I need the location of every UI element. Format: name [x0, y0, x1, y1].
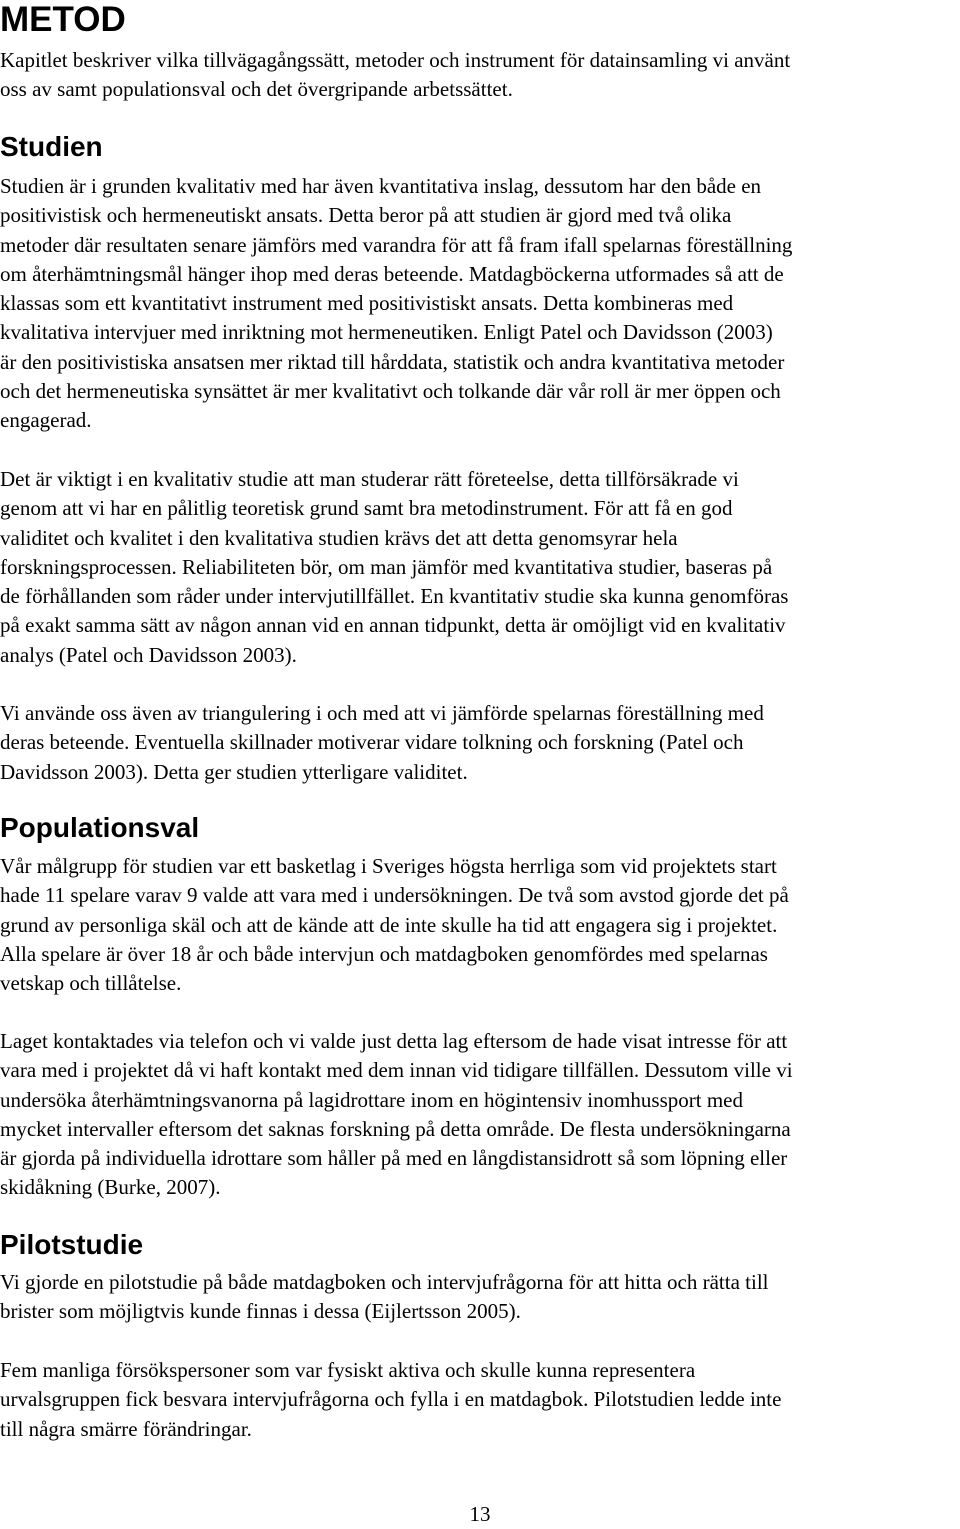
text-line: Kapitlet beskriver vilka tillvägagångssätt, metoder och instrument för datainsamling vi använt [0, 48, 791, 72]
text-line: validitet och kvalitet i den kvalitativa studien krävs det att detta genomsyrar hela [0, 525, 678, 550]
text-line: Davidsson 2003). Detta ger studien ytterligare validitet. [0, 759, 468, 784]
paragraph [0, 699, 960, 787]
text-line: undersöka återhämtningsvanorna på lagidrottare inom en högintensiv inomhussport med [0, 1087, 743, 1112]
text-line: på exakt samma sätt av någon annan vid en annan tidpunkt, detta är omöjligt vid en kvalitativ [0, 613, 786, 638]
text-line: brister som möjligtvis kunde finnas i dessa (Eijlertsson 2005). [0, 1299, 521, 1324]
paragraph [0, 852, 960, 998]
text-line: skidåkning (Burke, 2007). [0, 1175, 221, 1200]
text-line: engagerad. [0, 408, 92, 433]
text-line: Det är viktigt i en kvalitativ studie att man studerar rätt företeelse, detta tillförsäkrade vi [0, 467, 739, 491]
text-line: grund av personliga skäl och att de kände att de inte skulle ha tid att engagera sig i projektet. [0, 912, 778, 937]
paragraph [0, 172, 960, 436]
paragraph [0, 1027, 960, 1203]
text-line: klassas som ett kvantitativt instrument med positivistiskt ansats. Detta kombineras med [0, 291, 734, 316]
text-line: Vi använde oss även av triangulering i och med att vi jämförde spelarnas föreställning med [0, 701, 764, 725]
text-line: vetskap och tillåtelse. [0, 971, 182, 996]
section-heading: Populationsval [0, 812, 200, 843]
text-line: Vår målgrupp för studien var ett basketlag i Sveriges högsta herrliga som vid projektets start [0, 854, 777, 878]
text-line: vara med i projektet då vi haft kontakt med dem innan vid tidigare tillfällen. Dessutom ville vi [0, 1058, 793, 1083]
chapter-heading: METOD [0, 0, 126, 39]
text-line: är den positivistiska ansatsen mer riktad till hårddata, statistik och andra kvantitativa metoder [0, 349, 785, 374]
paragraph [0, 1356, 960, 1444]
text-line: deras beteende. Eventuella skillnader motiverar vidare tolkning och forskning (Patel och [0, 730, 744, 755]
text-line: hade 11 spelare varav 9 valde att vara med i undersökningen. De två som avstod gjorde det på [0, 883, 789, 908]
text-line: Laget kontaktades via telefon och vi valde just detta lag eftersom de hade visat intresse för att [0, 1029, 788, 1053]
text-line: analys (Patel och Davidsson 2003). [0, 642, 297, 667]
paragraph [0, 46, 960, 105]
text-line: är gjorda på individuella idrottare som håller på med en långdistansidrott så som löpning eller [0, 1146, 788, 1171]
text-line: de förhållanden som råder under intervjutillfället. En kvantitativ studie ska kunna genomföras [0, 584, 789, 609]
page-number: 13 [469, 1502, 491, 1526]
paragraph [0, 465, 960, 670]
text-line: mycket intervaller eftersom det saknas forskning på detta område. De flesta undersökningarna [0, 1116, 791, 1141]
text-line: om återhämtningsmål hänger ihop med deras beteende. Matdagböckerna utformades så att de [0, 261, 784, 286]
section-heading: Pilotstudie [0, 1229, 144, 1260]
text-line: och det hermeneutiska synsättet är mer kvalitativt och tolkande där vår roll är mer öppen och [0, 379, 781, 404]
text-line: Studien är i grunden kvalitativ med har även kvantitativa inslag, dessutom har den både en [0, 174, 762, 198]
text-line: metoder där resultaten senare jämförs med varandra för att få fram ifall spelarnas föreställning [0, 232, 793, 257]
text-line: Alla spelare är över 18 år och både intervjun och matdagboken genomfördes med spelarnas [0, 941, 768, 966]
text-line: urvalsgruppen fick besvara intervjufrågorna och fylla i en matdagbok. Pilotstudien ledde inte [0, 1387, 782, 1412]
text-line: till några smärre förändringar. [0, 1416, 252, 1441]
text-line: oss av samt populationsval och det övergripande arbetssättet. [0, 77, 513, 102]
section-heading: Studien [0, 131, 103, 162]
text-line: genom att vi har en pålitlig teoretisk grund samt bra metodinstrument. För att få en god [0, 496, 733, 521]
paragraph [0, 1268, 960, 1327]
text-line: Vi gjorde en pilotstudie på både matdagboken och intervjufrågorna för att hitta och rätta till [0, 1270, 769, 1294]
text-line: positivistisk och hermeneutiskt ansats. Detta beror på att studien är gjord med två olika [0, 203, 732, 228]
text-line: Fem manliga försökspersoner som var fysiskt aktiva och skulle kunna representera [0, 1358, 696, 1382]
text-line: kvalitativa intervjuer med inriktning mot hermeneutiken. Enligt Patel och Davidsson (2003) [0, 320, 773, 345]
text-line: forskningsprocessen. Reliabiliteten bör, om man jämför med kvantitativa studier, baseras på [0, 554, 773, 579]
